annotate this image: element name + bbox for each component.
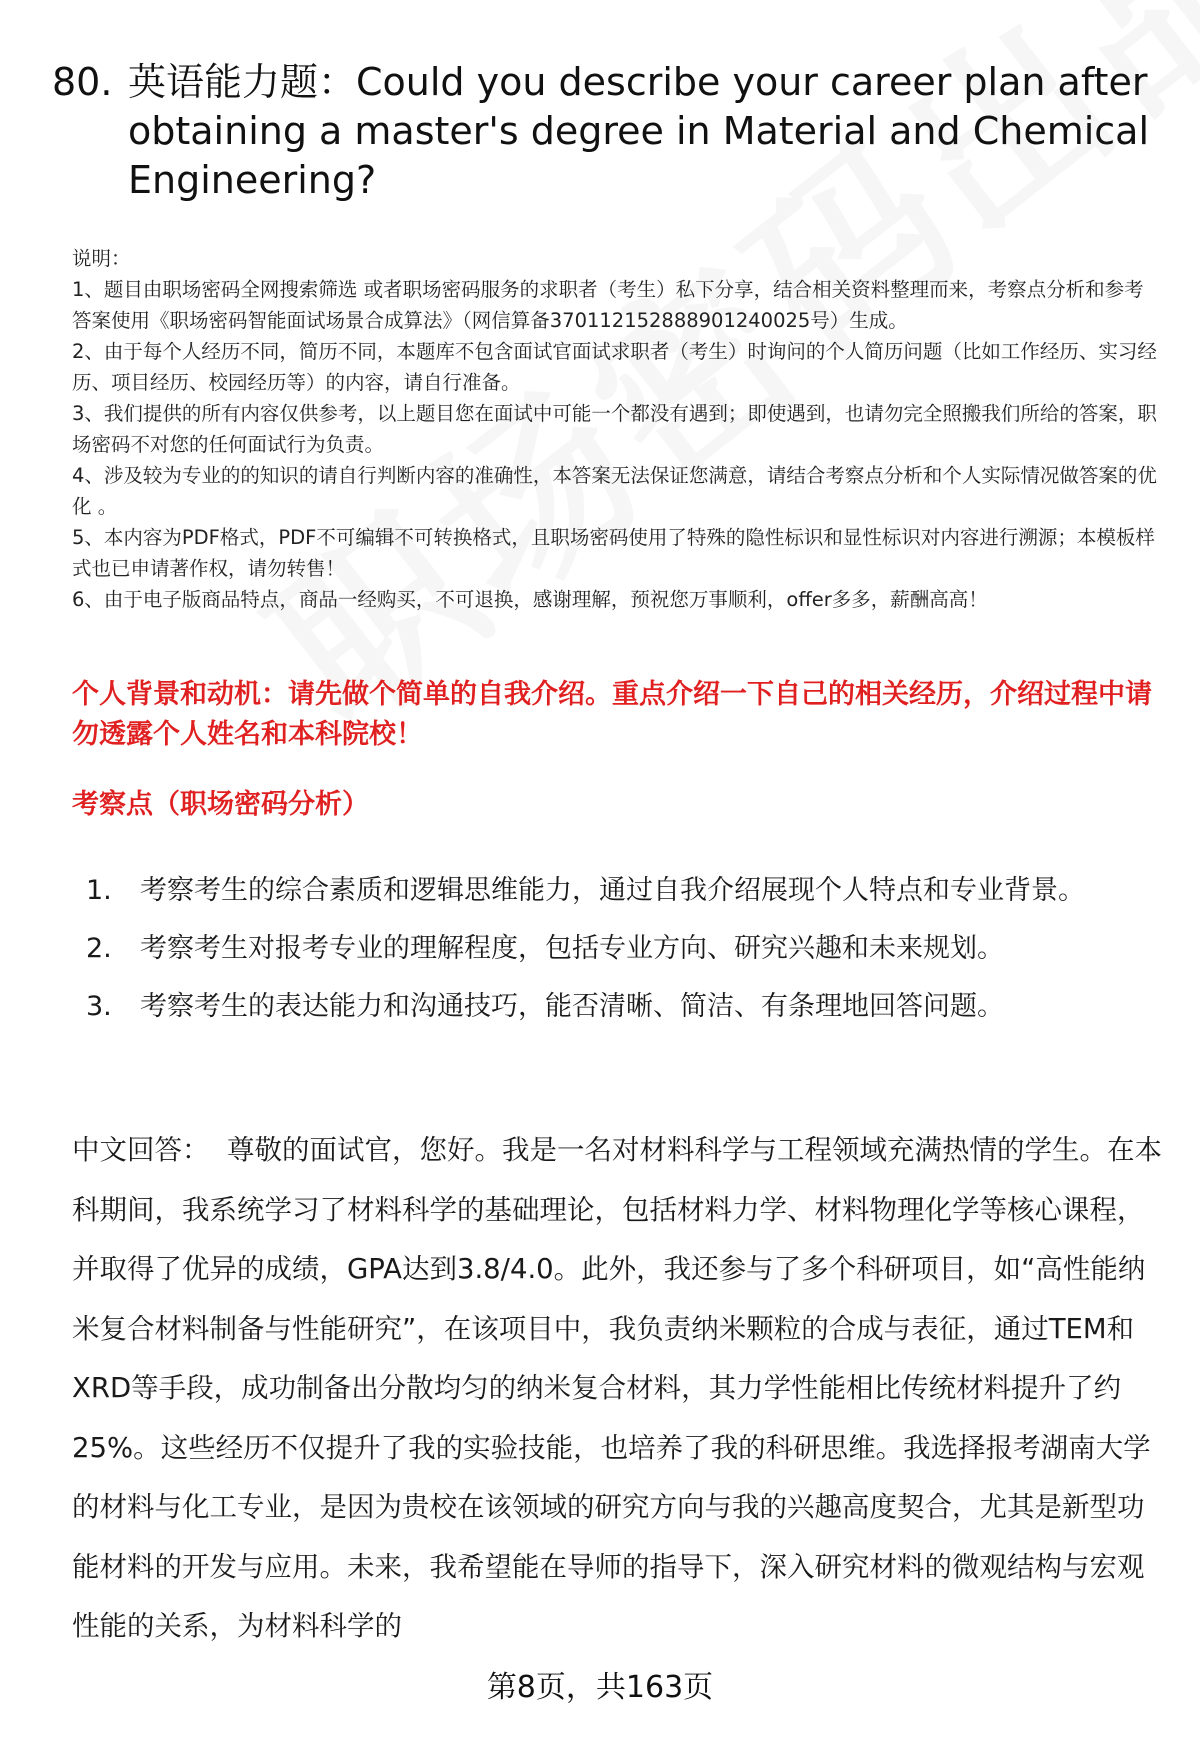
point-text: 考察考生对报考专业的理解程度，包括专业方向、研究兴趣和未来规划。 [140, 933, 1004, 964]
note-item: 1、题目由职场密码全网搜索筛选 或者职场密码服务的求职者（考生）私下分享，结合相关资料整理而来，考察点分析和参考答案使用《职场密码智能面试场景合成算法》（网信算备370112152888901240025号）生成。 [72, 278, 1144, 332]
analysis-point [72, 920, 1132, 978]
answer-paragraph [72, 1121, 1162, 1657]
point-number: 3. [86, 991, 112, 1022]
note-item: 4、涉及较为专业的的知识的请自行判断内容的准确性，本答案无法保证您满意，请结合考察点分析和个人实际情况做答案的优化 。 [72, 464, 1157, 518]
page-footer: 第8页，共163页 [486, 1670, 714, 1705]
point-number: 1. [86, 875, 112, 906]
analysis-point [72, 978, 1132, 1036]
analysis-point [72, 862, 1132, 920]
note-item: 6、由于电子版商品特点，商品一经购买，不可退换，感谢理解，预祝您万事顺利，offer多多，薪酬高高！ [72, 588, 988, 611]
analysis-points [72, 862, 1132, 1036]
analysis-heading: 考察点（职场密码分析） [72, 789, 369, 820]
answer-label: 中文回答： [72, 1134, 210, 1166]
note-item: 5、本内容为PDF格式，PDF不可编辑不可转换格式，且职场密码使用了特殊的隐性标识和显性标识对内容进行溯源；本模板样式也已申请著作权，请勿转售！ [72, 526, 1155, 580]
question-number: 80. [52, 60, 113, 104]
point-text: 考察考生的表达能力和沟通技巧，能否清晰、简洁、有条理地回答问题。 [140, 991, 1004, 1022]
point-text: 考察考生的综合素质和逻辑思维能力，通过自我介绍展现个人特点和专业背景。 [140, 875, 1085, 906]
answer-text: 尊敬的面试官，您好。我是一名对材料科学与工程领域充满热情的学生。在本科期间，我系统学习了材料科学的基础理论，包括材料力学、材料物理化学等核心课程，并取得了优异的成绩，GPA达到3.8/4.0。此外，我还参与了多个科研项目，如“高性能纳米复合材料制备与性能研究”，在该项目中，我负责纳米颗粒的合成与表征，通过TEM和XRD等手段，成功制备出分散均匀的纳米复合材料，其力学性能相比传统材料提升了约25%。这些经历不仅提升了我的实验技能，也培养了我的科研思维。我选择报考湖南大学的材料与化工专业，是因为贵校在该领域的研究方向与我的兴趣高度契合，尤其是新型功能材料的开发与应用。未来，我希望能在导师的指导下，深入研究材料的微观结构与宏观性能的关系，为材料科学的 [72, 1134, 1162, 1642]
question-title [52, 58, 1152, 205]
note-item: 3、我们提供的所有内容仅供参考，以上题目您在面试中可能一个都没有遇到；即使遇到，也请勿完全照搬我们所给的答案，职场密码不对您的任何面试行为负责。 [72, 402, 1157, 456]
notes-heading: 说明： [72, 247, 131, 270]
notes-section [72, 243, 1160, 615]
background-question: 个人背景和动机：请先做个简单的自我介绍。重点介绍一下自己的相关经历，介绍过程中请勿透露个人姓名和本科院校！ [72, 679, 1152, 750]
note-item: 2、由于每个人经历不同，简历不同，本题库不包含面试官面试求职者（考生）时询问的个人简历问题（比如工作经历、实习经历、项目经历、校园经历等）的内容，请自行准备。 [72, 340, 1157, 394]
question-text: 英语能力题：Could you describe your career plan after obtaining a master's degree in Material and Chemical Engineering? [128, 60, 1150, 202]
point-number: 2. [86, 933, 112, 964]
